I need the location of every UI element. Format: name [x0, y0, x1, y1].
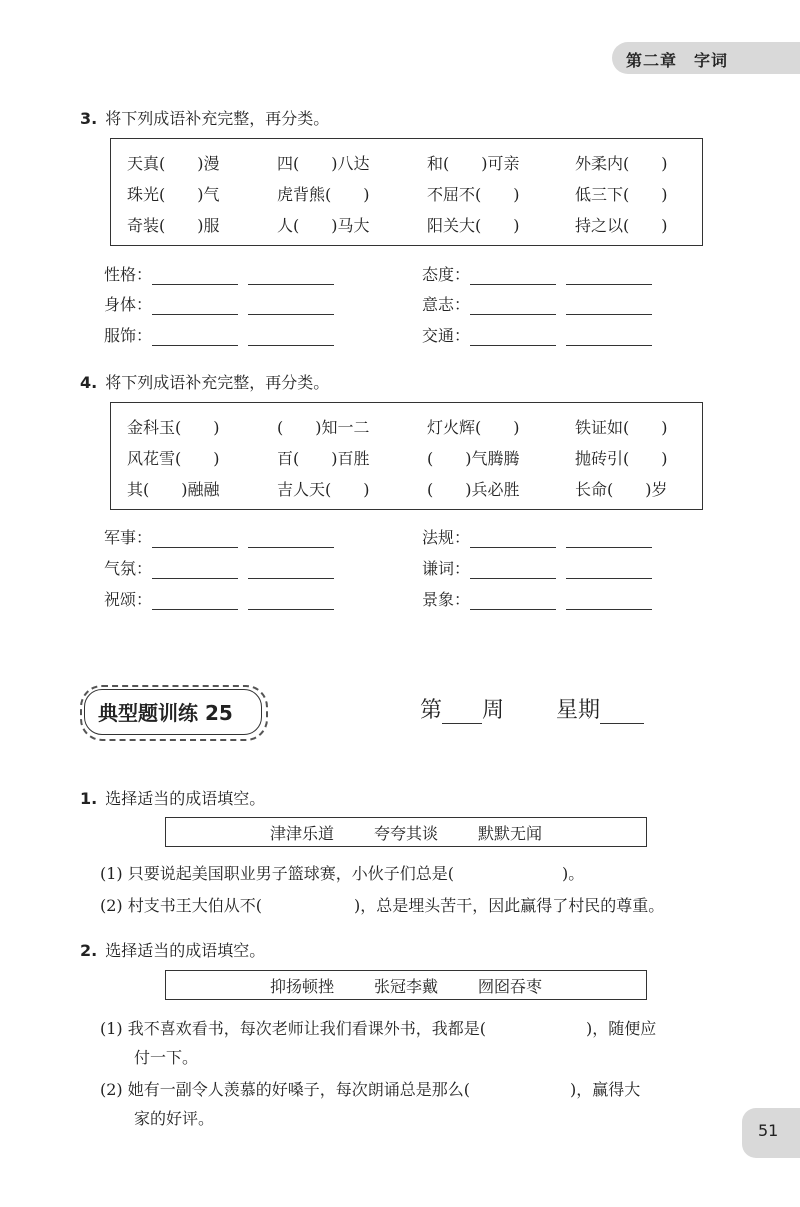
answer-line[interactable] — [566, 560, 652, 579]
week-prefix: 第 — [420, 698, 443, 723]
q3-instruction: 将下列成语补充完整，再分类。 — [105, 109, 330, 128]
answer-line[interactable] — [248, 529, 334, 548]
item-text: 她有一副令人羡慕的好嗓子，每次朗诵总是那么( — [127, 1080, 471, 1099]
p2-choice-box — [165, 970, 647, 1000]
q3-idiom: 不屈不( ) — [427, 185, 520, 204]
answer-line[interactable] — [248, 327, 334, 346]
answer-line[interactable] — [470, 560, 556, 579]
q3-idiom: 四( )八达 — [277, 154, 370, 173]
p2-title — [80, 938, 265, 961]
category-label: 态度： — [422, 265, 471, 284]
choice-word: 抑扬顿挫 — [269, 976, 334, 996]
p2-instruction: 选择适当的成语填空。 — [105, 941, 266, 960]
q4-instruction: 将下列成语补充完整，再分类。 — [105, 373, 330, 392]
q4-idiom-box — [110, 402, 703, 510]
q3-idiom: 奇装( )服 — [127, 216, 220, 235]
p1-choice-box — [165, 817, 647, 847]
q3-category-row — [422, 262, 652, 285]
item-text: )。 — [562, 864, 585, 883]
answer-line[interactable] — [248, 296, 334, 315]
item-text: 我不喜欢看书，每次老师让我们看课外书，我都是( — [127, 1019, 487, 1038]
p1-item-2 — [100, 893, 664, 916]
item-label: (1) — [100, 1019, 123, 1038]
item-text: )，赢得大 — [570, 1080, 641, 1099]
p1-number: 1. — [80, 789, 98, 808]
category-label: 法规： — [422, 528, 471, 547]
q3-number: 3. — [80, 109, 98, 128]
choice-word: 默默无闻 — [478, 823, 543, 843]
category-label: 交通： — [422, 326, 471, 345]
answer-line[interactable] — [248, 591, 334, 610]
answer-line[interactable] — [470, 327, 556, 346]
answer-line[interactable] — [470, 296, 556, 315]
week-blank[interactable] — [442, 701, 482, 724]
q3-idiom: 低三下( ) — [575, 185, 668, 204]
q3-category-row — [104, 262, 334, 285]
q4-category-row — [422, 587, 652, 610]
item-label: (2) — [100, 896, 123, 915]
q4-category-row — [422, 525, 652, 548]
answer-line[interactable] — [248, 266, 334, 285]
q4-number: 4. — [80, 373, 98, 392]
answer-line[interactable] — [470, 266, 556, 285]
p2-number: 2. — [80, 941, 98, 960]
weekday-label: 星期 — [556, 698, 601, 723]
q4-category-row — [104, 525, 334, 548]
q3-idiom: 天真( )漫 — [127, 154, 220, 173]
weekday-field — [556, 693, 644, 724]
q4-idiom: 灯火辉( ) — [427, 418, 520, 437]
p1-instruction: 选择适当的成语填空。 — [105, 789, 266, 808]
q4-idiom: 百( )百胜 — [277, 449, 370, 468]
category-label: 性格： — [104, 265, 153, 284]
item-text: )，总是埋头苦干，因此赢得了村民的尊重。 — [354, 896, 665, 915]
answer-line[interactable] — [152, 327, 238, 346]
answer-line[interactable] — [566, 296, 652, 315]
item-label: (1) — [100, 864, 123, 883]
q4-category-row — [422, 556, 652, 579]
answer-line[interactable] — [152, 560, 238, 579]
page-number: 51 — [758, 1121, 779, 1140]
q4-category-row — [104, 556, 334, 579]
answer-line[interactable] — [152, 296, 238, 315]
item-text: )，随便应 — [586, 1019, 657, 1038]
q4-idiom: 吉人天( ) — [277, 480, 370, 499]
q3-idiom: 和( )可亲 — [427, 154, 520, 173]
choice-word: 张冠李戴 — [373, 976, 438, 996]
q4-idiom: ( )兵必胜 — [427, 480, 520, 499]
week-field — [420, 693, 504, 724]
q3-idiom: 虎背熊( ) — [277, 185, 370, 204]
category-label: 服饰： — [104, 326, 153, 345]
q3-idiom: 珠光( )气 — [127, 185, 220, 204]
p2-item-2 — [100, 1077, 640, 1100]
p1-item-1 — [100, 861, 584, 884]
category-label: 意志： — [422, 295, 471, 314]
choice-word: 夸夸其谈 — [373, 823, 438, 843]
q3-idiom: 阳关大( ) — [427, 216, 520, 235]
choice-word: 津津乐道 — [269, 823, 334, 843]
category-label: 谦词： — [422, 559, 471, 578]
q3-category-row — [422, 292, 652, 315]
q4-idiom: ( )知一二 — [277, 418, 370, 437]
choice-word: 囫囵吞枣 — [478, 976, 543, 996]
q4-idiom: 长命( )岁 — [575, 480, 668, 499]
p2-item-1 — [100, 1016, 656, 1039]
q3-category-row — [104, 323, 334, 346]
answer-line[interactable] — [152, 529, 238, 548]
q3-idiom: 持之以( ) — [575, 216, 668, 235]
q3-category-row — [422, 323, 652, 346]
p2-item-1-cont: 付一下。 — [134, 1048, 199, 1067]
q3-idiom: 外柔内( ) — [575, 154, 668, 173]
chapter-label: 第二章 字词 — [626, 51, 729, 70]
answer-line[interactable] — [248, 560, 334, 579]
q4-title — [80, 370, 329, 393]
q4-idiom: 铁证如( ) — [575, 418, 668, 437]
q3-idiom-box — [110, 138, 703, 246]
category-label: 军事： — [104, 528, 153, 547]
category-label: 景象： — [422, 590, 471, 609]
q4-idiom: ( )气腾腾 — [427, 449, 520, 468]
week-suffix: 周 — [482, 698, 505, 723]
answer-line[interactable] — [566, 327, 652, 346]
answer-line[interactable] — [566, 266, 652, 285]
category-label: 气氛： — [104, 559, 153, 578]
category-label: 祝颂： — [104, 590, 153, 609]
q4-idiom: 其( )融融 — [127, 480, 220, 499]
q3-idiom: 人( )马大 — [277, 216, 370, 235]
weekday-blank[interactable] — [600, 701, 644, 724]
q3-title — [80, 106, 329, 129]
q4-category-row — [104, 587, 334, 610]
section-title: 典型题训练 25 — [98, 701, 233, 725]
answer-line[interactable] — [152, 266, 238, 285]
item-text: 村支书王大伯从不( — [127, 896, 263, 915]
answer-line[interactable] — [470, 529, 556, 548]
item-text: 只要说起美国职业男子篮球赛，小伙子们总是( — [127, 864, 455, 883]
item-label: (2) — [100, 1080, 123, 1099]
answer-line[interactable] — [152, 591, 238, 610]
q4-idiom: 抛砖引( ) — [575, 449, 668, 468]
answer-line[interactable] — [566, 591, 652, 610]
p2-item-2-cont: 家的好评。 — [134, 1109, 215, 1128]
answer-line[interactable] — [470, 591, 556, 610]
answer-line[interactable] — [566, 529, 652, 548]
q3-category-row — [104, 292, 334, 315]
q4-idiom: 风花雪( ) — [127, 449, 220, 468]
p1-title — [80, 786, 265, 809]
category-label: 身体： — [104, 295, 153, 314]
q4-idiom: 金科玉( ) — [127, 418, 220, 437]
